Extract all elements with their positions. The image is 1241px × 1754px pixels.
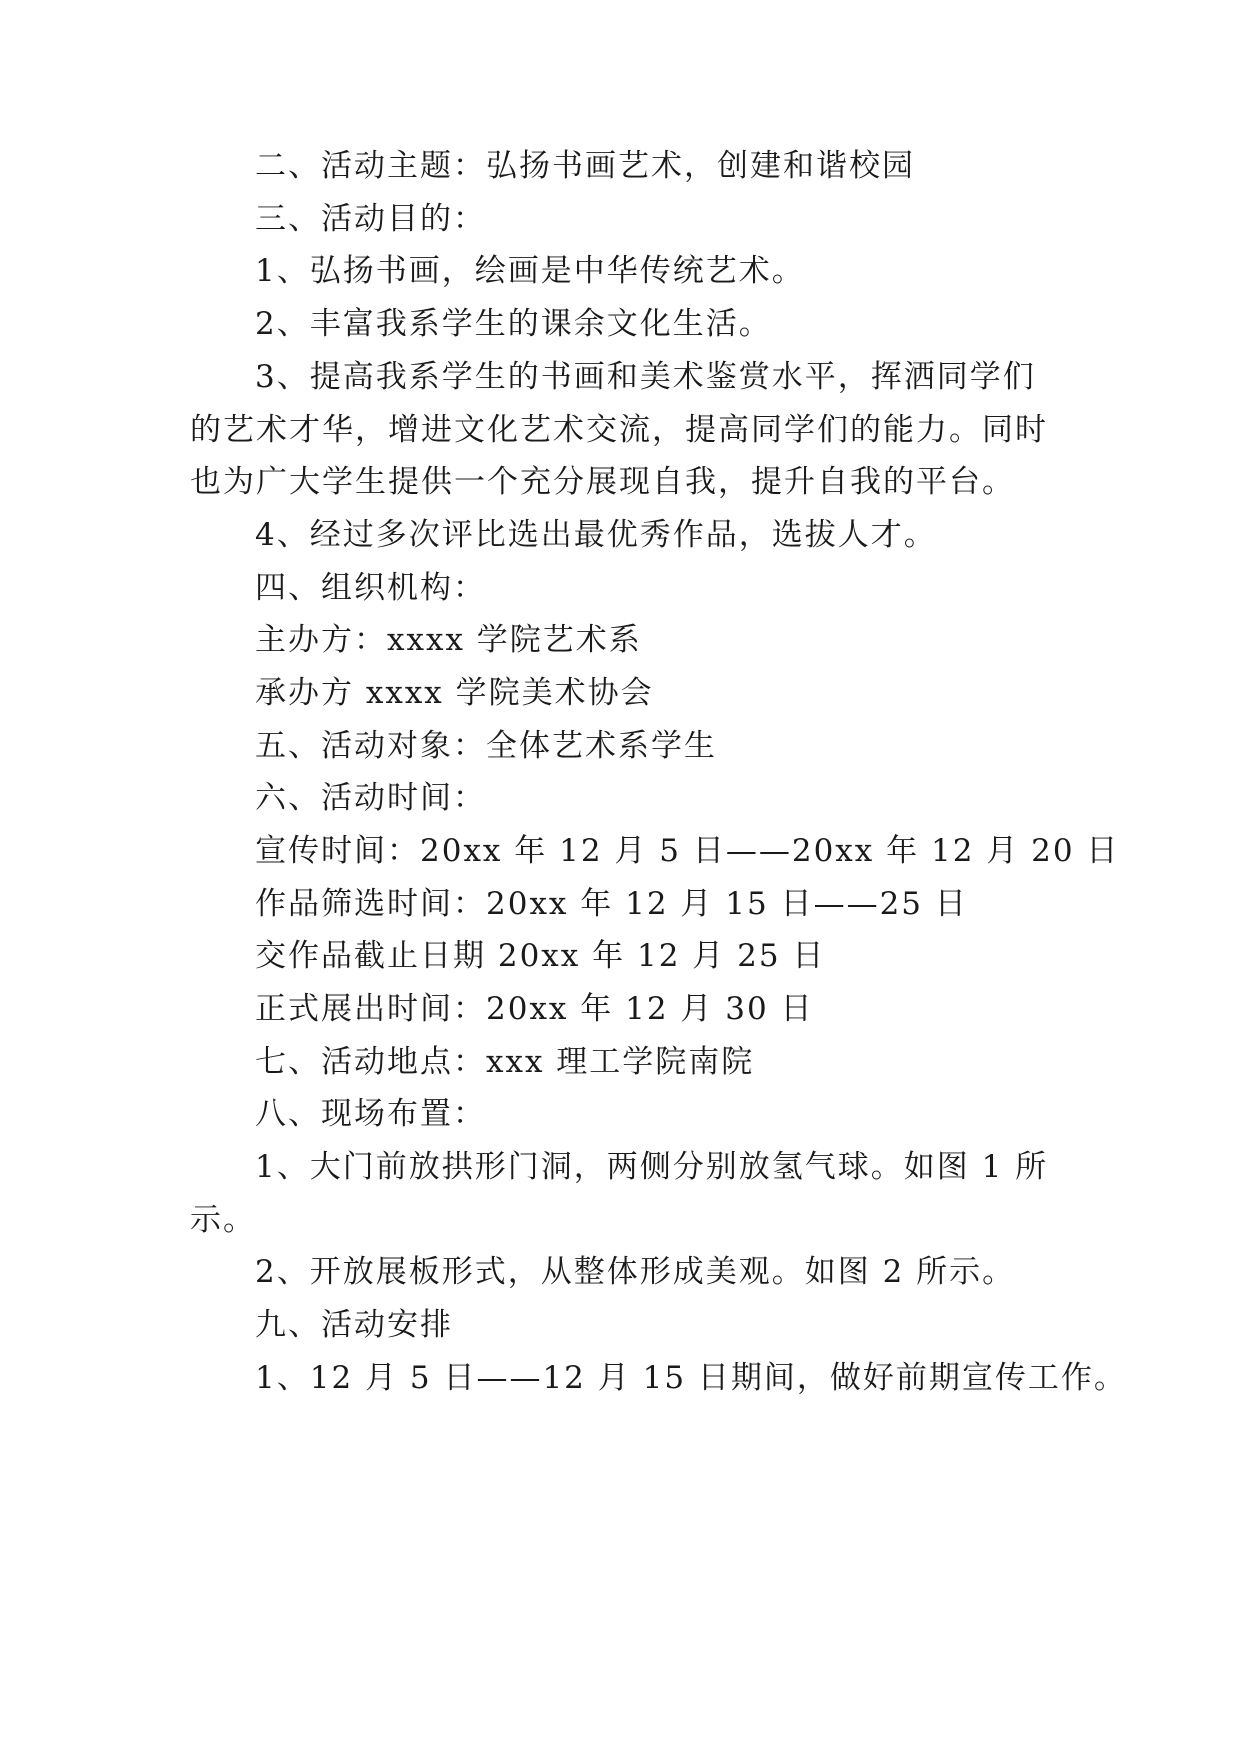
section-layout-heading: 八、现场布置： bbox=[255, 1096, 486, 1132]
purpose-item-1: 1、弘扬书画，绘画是中华传统艺术。 bbox=[255, 253, 805, 289]
section-schedule-heading: 九、活动安排 bbox=[255, 1307, 453, 1343]
submission-deadline: 交作品截止日期 20xx 年 12 月 25 日 bbox=[255, 938, 826, 974]
exhibition-time: 正式展出时间：20xx 年 12 月 30 日 bbox=[255, 991, 814, 1027]
section-theme: 二、活动主题：弘扬书画艺术，创建和谐校园 bbox=[255, 148, 915, 184]
purpose-item-3-line-3: 也为广大学生提供一个充分展现自我，提升自我的平台。 bbox=[190, 464, 1015, 500]
section-location: 七、活动地点：xxx 理工学院南院 bbox=[255, 1044, 755, 1080]
layout-item-1-line-2: 示。 bbox=[190, 1202, 256, 1238]
organizer: 主办方：xxxx 学院艺术系 bbox=[255, 622, 642, 658]
layout-item-1-line-1: 1、大门前放拱形门洞，两侧分别放氢气球。如图 1 所 bbox=[255, 1149, 1049, 1185]
section-organization-heading: 四、组织机构： bbox=[255, 570, 486, 606]
section-time-heading: 六、活动时间： bbox=[255, 780, 486, 816]
purpose-item-3-line-1: 3、提高我系学生的书画和美术鉴赏水平，挥洒同学们 bbox=[255, 359, 1036, 395]
purpose-item-2: 2、丰富我系学生的课余文化生活。 bbox=[255, 306, 772, 342]
promotion-time: 宣传时间：20xx 年 12 月 5 日——20xx 年 12 月 20 日 bbox=[255, 833, 1120, 869]
section-purpose-heading: 三、活动目的： bbox=[255, 201, 486, 237]
co-organizer: 承办方 xxxx 学院美术协会 bbox=[255, 675, 654, 711]
purpose-item-3-line-2: 的艺术才华，增进文化艺术交流，提高同学们的能力。同时 bbox=[190, 412, 1048, 448]
section-audience: 五、活动对象：全体艺术系学生 bbox=[255, 728, 717, 764]
schedule-item-1: 1、12 月 5 日——12 月 15 日期间，做好前期宣传工作。 bbox=[255, 1360, 1127, 1396]
layout-item-2: 2、开放展板形式，从整体形成美观。如图 2 所示。 bbox=[255, 1254, 1016, 1290]
screening-time: 作品筛选时间：20xx 年 12 月 15 日——25 日 bbox=[255, 886, 968, 922]
purpose-item-4: 4、经过多次评比选出最优秀作品，选拔人才。 bbox=[255, 517, 937, 553]
